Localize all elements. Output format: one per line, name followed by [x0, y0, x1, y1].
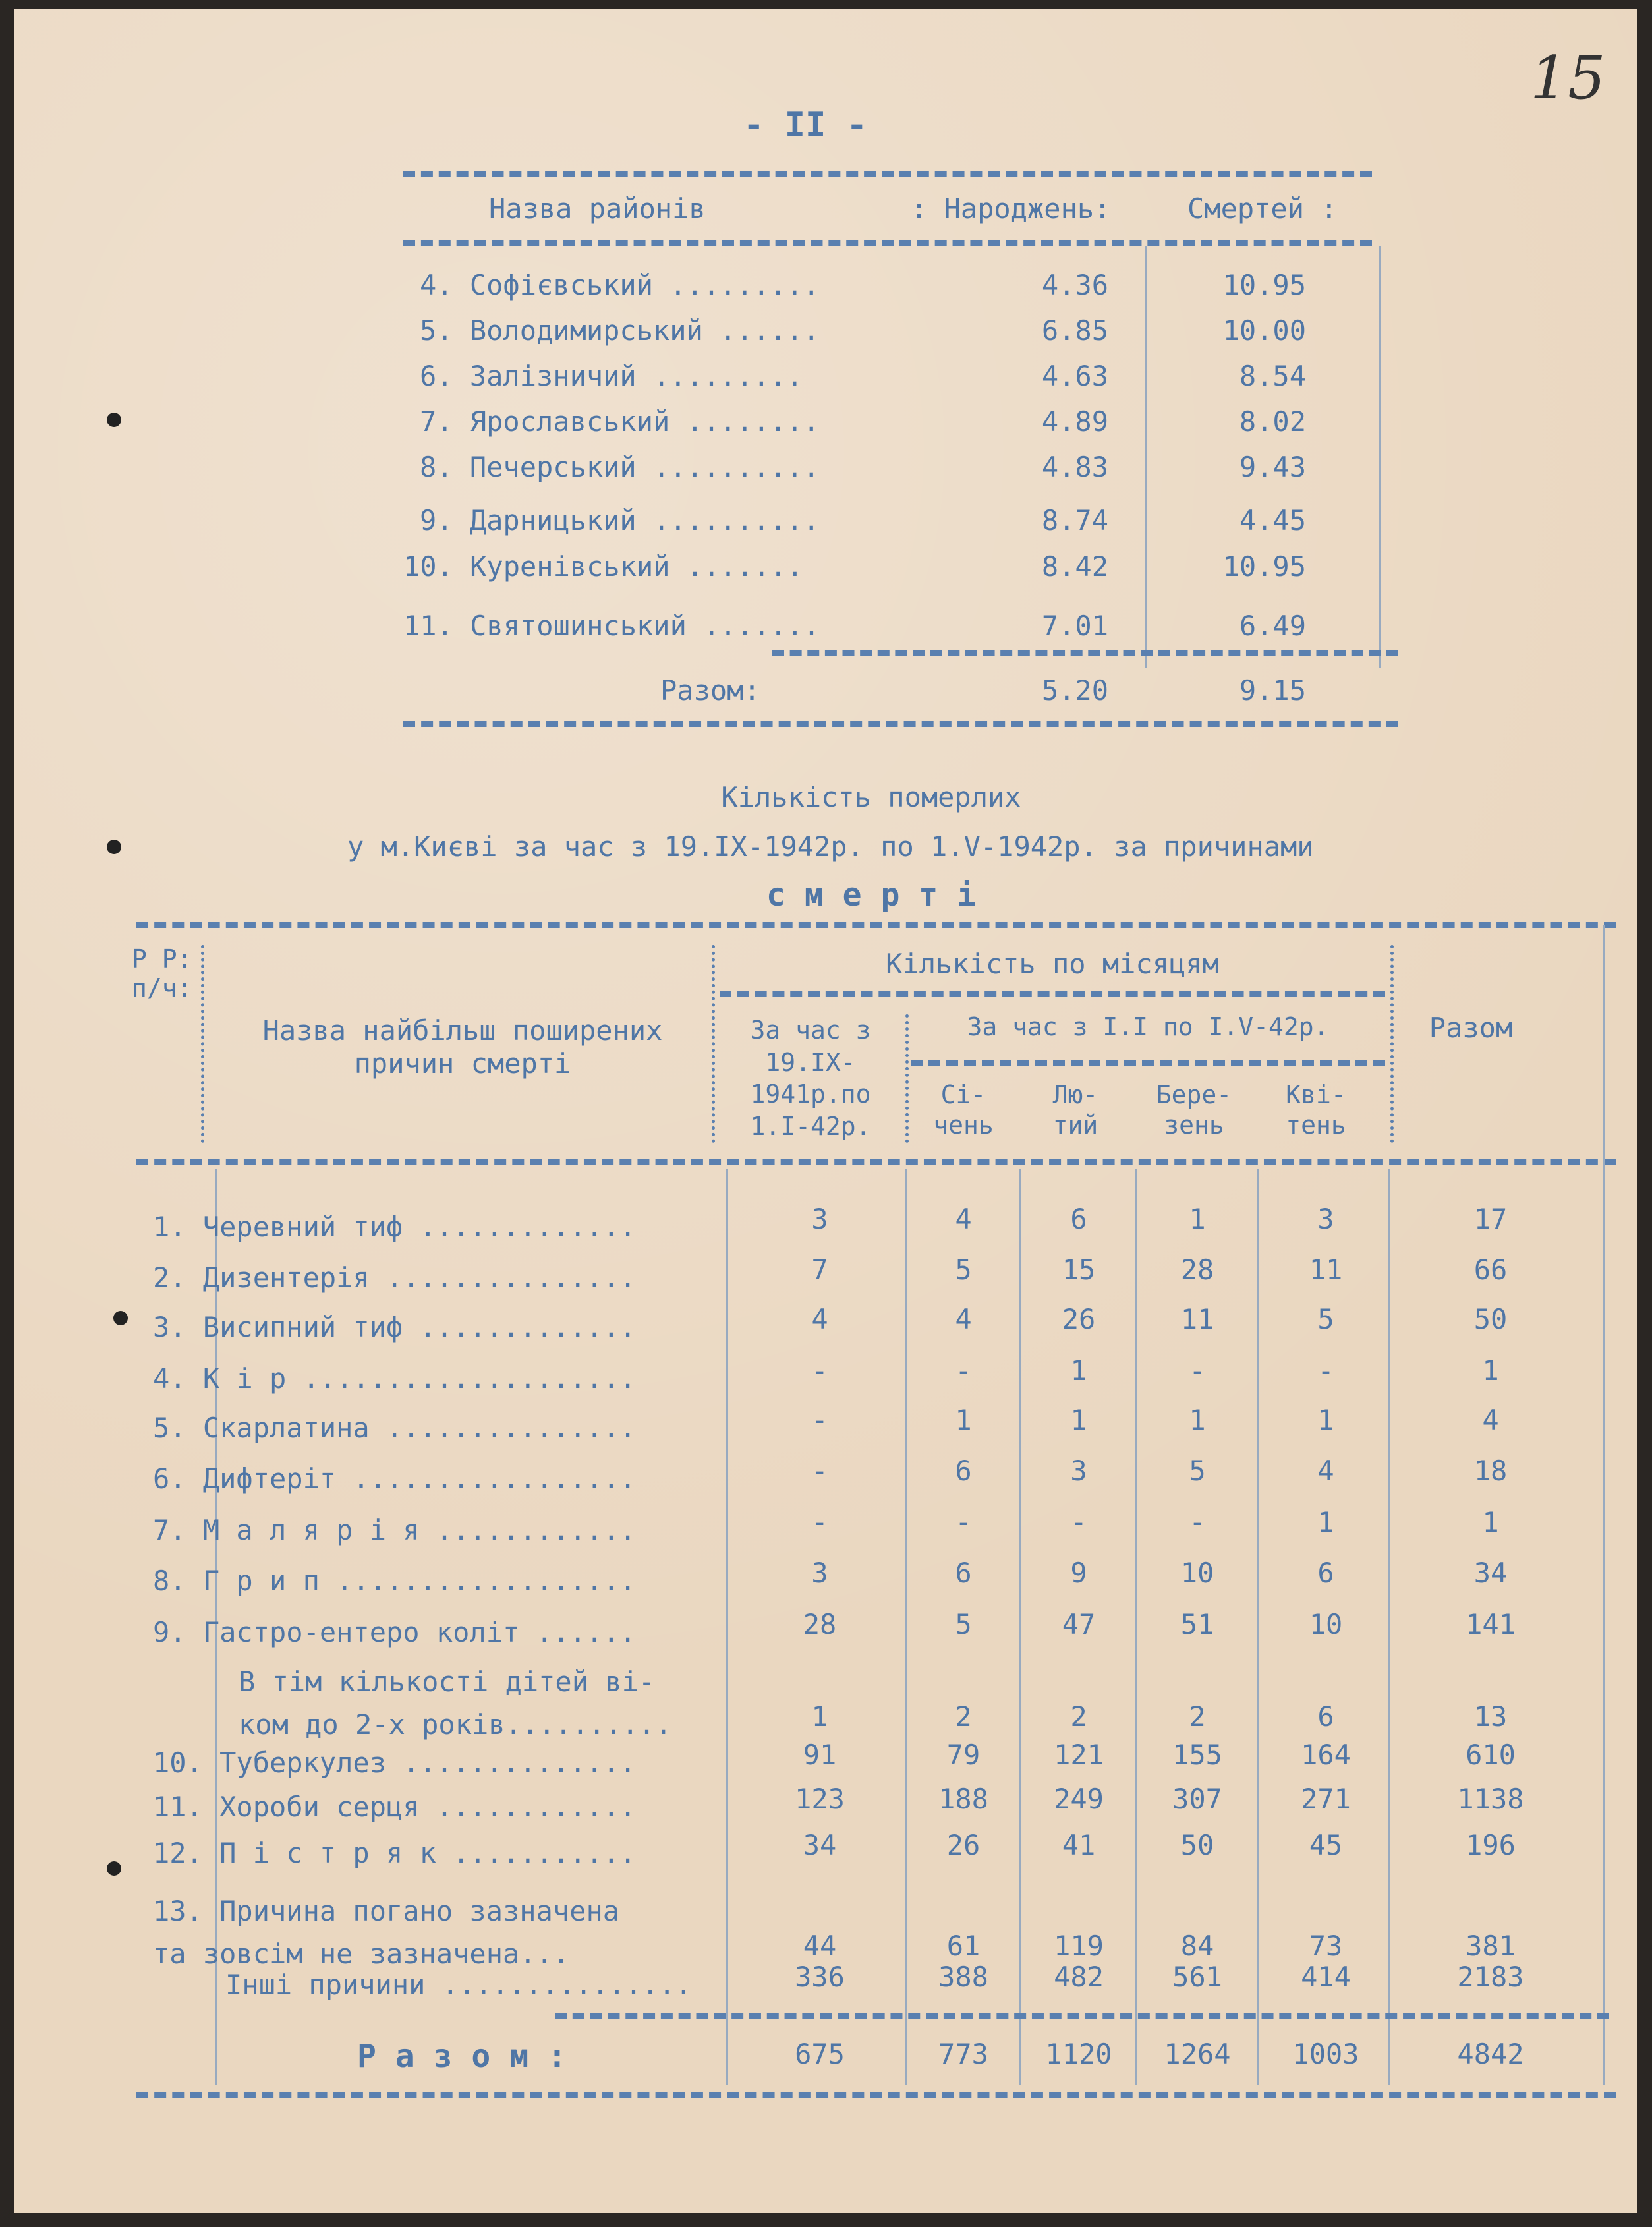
table2-value-cell: 28 — [1180, 1254, 1214, 1286]
table2-header-months-rule — [720, 991, 1385, 997]
table2-value-cell: 482 — [1054, 1961, 1104, 1993]
table2-value-cell: 6 — [1070, 1203, 1087, 1235]
table1-deaths-value: 6.49 — [1239, 610, 1306, 642]
table2-value-cell: 2183 — [1457, 1961, 1524, 1993]
table2-cause-name: 10. Туберкулез .............. — [153, 1747, 637, 1779]
table2-value-cell: - — [955, 1506, 972, 1538]
table2-value-cell: 50 — [1180, 1829, 1214, 1861]
page-number: - II - — [743, 105, 867, 145]
table2-value-cell: 1 — [1189, 1203, 1206, 1235]
table2-value-cell: 610 — [1466, 1739, 1516, 1771]
document-page — [14, 9, 1637, 2213]
table2-value-cell: 119 — [1054, 1930, 1104, 1962]
table2-value-cell: - — [955, 1354, 972, 1387]
table2-value-cell: 1 — [1070, 1354, 1087, 1387]
table2-value-cell: 6 — [955, 1455, 972, 1487]
table2-cause-name: 7. М а л я р і я ............ — [153, 1514, 637, 1546]
table2-title-line1: Кількість померлих — [721, 781, 1021, 813]
table2-cause-name: 4. К і р .................... — [153, 1362, 637, 1395]
table2-value-cell: 2 — [955, 1700, 972, 1733]
table1-header-district: Назва районів — [489, 192, 706, 225]
table2-bottom-rule — [136, 2092, 1616, 2098]
table2-value-cell: 1 — [1482, 1354, 1499, 1387]
table2-value-cell: 5 — [1189, 1455, 1206, 1487]
table1-district-name: 10. Куренівський ....... — [403, 550, 803, 583]
table2-value-cell: 11 — [1309, 1254, 1343, 1286]
table1-district-name: 11. Святошинський ....... — [403, 610, 820, 642]
table2-value-cell: 1 — [1482, 1506, 1499, 1538]
table2-header-april: Кві- тень — [1286, 1080, 1346, 1140]
table2-col-divider — [1257, 1169, 1259, 2085]
table2-value-cell: 414 — [1301, 1961, 1351, 1993]
table1-col-divider — [1145, 246, 1147, 668]
table2-value-cell: - — [811, 1506, 828, 1538]
table2-title-line2: у м.Києві за час з 19.IX-1942р. по 1.V-1942р. за причинами — [347, 830, 1314, 863]
table2-value-cell: 4 — [1482, 1404, 1499, 1436]
table2-total-value: 4842 — [1457, 2038, 1524, 2070]
table2-value-cell: 4 — [955, 1303, 972, 1335]
table2-header-total: Разом — [1429, 1012, 1513, 1044]
table2-value-cell: 50 — [1473, 1303, 1508, 1335]
table1-district-name: 5. Володимирський ...... — [420, 314, 820, 347]
table2-value-cell: 26 — [946, 1829, 981, 1861]
table2-total-label: Р а з о м : — [357, 2038, 567, 2075]
punch-hole — [113, 1311, 128, 1325]
table2-cause-name: 2. Дизентерія ............... — [153, 1261, 637, 1294]
table2-value-cell: 1138 — [1457, 1783, 1524, 1815]
table1-deaths-value: 10.95 — [1222, 550, 1306, 583]
table2-value-cell: 51 — [1180, 1608, 1214, 1640]
table1-district-name: 4. Софієвський ......... — [420, 269, 820, 301]
table2-value-cell: 18 — [1473, 1455, 1508, 1487]
table2-cause-name: 6. Дифтеріт ................. — [153, 1462, 637, 1495]
table2-value-cell: 1 — [1189, 1404, 1206, 1436]
table2-value-cell: 17 — [1473, 1203, 1508, 1235]
table2-cause-name: В тім кількості дітей ві- ком до 2-х років.......... — [239, 1665, 672, 1741]
punch-hole — [107, 413, 121, 427]
table2-header-months: Кількість по місяцям — [886, 948, 1219, 980]
table1-deaths-value: 9.43 — [1239, 451, 1306, 483]
table2-value-cell: 91 — [803, 1739, 837, 1771]
table2-col-divider — [1603, 925, 1605, 2085]
table2-header-february: Лю- тий — [1052, 1080, 1098, 1140]
table2-value-cell: - — [811, 1404, 828, 1436]
table2-total-value: 1264 — [1164, 2038, 1231, 2070]
table2-value-cell: 1 — [1317, 1506, 1334, 1538]
table2-value-cell: 15 — [1062, 1254, 1096, 1286]
table2-value-cell: 336 — [795, 1961, 845, 1993]
table2-cause-name: Інші причини ............... — [225, 1969, 693, 2001]
table1-deaths-value: 8.54 — [1239, 360, 1306, 392]
table2-header-divider — [905, 1014, 909, 1143]
table2-cause-name: 12. П і с т р я к ........... — [153, 1837, 637, 1869]
table1-births-value: 7.01 — [1041, 610, 1108, 642]
table2-col-divider — [1388, 1169, 1390, 2085]
table2-value-cell: 164 — [1301, 1739, 1351, 1771]
table2-value-cell: 1 — [1317, 1404, 1334, 1436]
table2-header-divider — [712, 945, 715, 1143]
table1-total-rule — [772, 650, 1398, 656]
table2-value-cell: 47 — [1062, 1608, 1096, 1640]
table1-births-value: 8.42 — [1041, 550, 1108, 583]
table2-cause-name: 11. Хороби серця ............ — [153, 1791, 637, 1823]
table2-value-cell: 141 — [1466, 1608, 1516, 1640]
table2-value-cell: 188 — [938, 1783, 988, 1815]
table2-value-cell: 4 — [811, 1303, 828, 1335]
table2-value-cell: 79 — [946, 1739, 981, 1771]
table2-value-cell: 11 — [1180, 1303, 1214, 1335]
table1-top-rule — [403, 171, 1372, 177]
table2-value-cell: 44 — [803, 1930, 837, 1962]
table1-district-name: 6. Залізничий ......... — [420, 360, 803, 392]
table2-header-cause: Назва найбільш поширених причин смерті — [262, 1014, 663, 1080]
table2-value-cell: - — [811, 1354, 828, 1387]
punch-hole — [107, 840, 121, 854]
table2-top-rule — [136, 922, 1616, 928]
table2-value-cell: 10 — [1180, 1557, 1214, 1589]
table2-value-cell: 307 — [1172, 1783, 1222, 1815]
corner-note: 15 — [1530, 43, 1606, 113]
table2-header-rule — [136, 1159, 1616, 1165]
table1-births-value: 4.63 — [1041, 360, 1108, 392]
table2-value-cell: 3 — [811, 1557, 828, 1589]
table2-value-cell: 34 — [1473, 1557, 1508, 1589]
table2-value-cell: 45 — [1309, 1829, 1343, 1861]
table2-value-cell: 28 — [803, 1608, 837, 1640]
table2-total-value: 1003 — [1292, 2038, 1359, 2070]
table2-value-cell: 561 — [1172, 1961, 1222, 1993]
table2-total-value: 675 — [795, 2038, 845, 2070]
table2-header-number: Р Р: п/ч: — [132, 944, 192, 1002]
table2-header-divider — [201, 945, 204, 1143]
table1-total-deaths: 9.15 — [1239, 674, 1306, 707]
table2-total-rule — [555, 2013, 1609, 2019]
table2-cause-name: 1. Черевний тиф ............. — [153, 1211, 637, 1243]
table1-deaths-value: 10.00 — [1222, 314, 1306, 347]
table1-births-value: 6.85 — [1041, 314, 1108, 347]
table2-value-cell: 3 — [1070, 1455, 1087, 1487]
table2-value-cell: 121 — [1054, 1739, 1104, 1771]
table2-value-cell: 84 — [1180, 1930, 1214, 1962]
table2-value-cell: 1 — [1070, 1404, 1087, 1436]
table2-header-divider — [1390, 945, 1394, 1143]
table2-value-cell: 155 — [1172, 1739, 1222, 1771]
table2-value-cell: 381 — [1466, 1930, 1516, 1962]
table2-header-period2: За час з I.I по I.V-42р. — [967, 1012, 1329, 1041]
table1-births-value: 4.89 — [1041, 405, 1108, 438]
table2-cause-name: 13. Причина погано зазначена та зовсім не зазначена... — [153, 1895, 620, 1971]
table1-births-value: 4.83 — [1041, 451, 1108, 483]
table2-title-line3: с м е р т і — [766, 877, 976, 913]
table2-value-cell: - — [1189, 1354, 1206, 1387]
table2-value-cell: 7 — [811, 1254, 828, 1286]
table2-value-cell: 123 — [795, 1783, 845, 1815]
table2-col-divider — [726, 1169, 728, 2085]
table2-value-cell: 4 — [955, 1203, 972, 1235]
table2-value-cell: 41 — [1062, 1829, 1096, 1861]
table2-value-cell: 2 — [1189, 1700, 1206, 1733]
table1-births-value: 8.74 — [1041, 504, 1108, 536]
table2-value-cell: 3 — [1317, 1203, 1334, 1235]
table1-district-name: 8. Печерський .......... — [420, 451, 820, 483]
table2-value-cell: 9 — [1070, 1557, 1087, 1589]
table2-header-march: Бере- зень — [1156, 1080, 1232, 1140]
table2-value-cell: 6 — [955, 1557, 972, 1589]
table2-value-cell: 249 — [1054, 1783, 1104, 1815]
table2-value-cell: 5 — [955, 1608, 972, 1640]
table2-cause-name: 9. Гастро-ентеро коліт ...... — [153, 1616, 637, 1648]
table2-value-cell: 34 — [803, 1829, 837, 1861]
table2-value-cell: 61 — [946, 1930, 981, 1962]
table2-value-cell: 10 — [1309, 1608, 1343, 1640]
table1-bottom-rule — [403, 721, 1398, 727]
table1-deaths-value: 4.45 — [1239, 504, 1306, 536]
table2-value-cell: - — [811, 1455, 828, 1487]
table2-value-cell: 3 — [811, 1203, 828, 1235]
table2-total-value: 1120 — [1045, 2038, 1112, 2070]
table1-col-divider — [1379, 246, 1381, 668]
table2-value-cell: - — [1070, 1506, 1087, 1538]
table2-header-january: Сі- чень — [933, 1080, 994, 1140]
table1-district-name: 7. Ярославський ........ — [420, 405, 820, 438]
table1-header-deaths: Смертей : — [1187, 192, 1338, 225]
table2-value-cell: 73 — [1309, 1930, 1343, 1962]
table2-value-cell: 13 — [1473, 1700, 1508, 1733]
table2-cause-name: 3. Висипний тиф ............. — [153, 1311, 637, 1343]
table2-value-cell: 196 — [1466, 1829, 1516, 1861]
table2-value-cell: 388 — [938, 1961, 988, 1993]
table2-value-cell: 6 — [1317, 1700, 1334, 1733]
table2-cause-name: 8. Г р и п .................. — [153, 1565, 637, 1597]
table1-total-label: Разом: — [660, 674, 760, 707]
table2-cause-name: 5. Скарлатина ............... — [153, 1412, 637, 1444]
table2-value-cell: 5 — [1317, 1303, 1334, 1335]
punch-hole — [107, 1861, 121, 1876]
table1-deaths-value: 10.95 — [1222, 269, 1306, 301]
table2-value-cell: 4 — [1317, 1455, 1334, 1487]
table2-value-cell: - — [1317, 1354, 1334, 1387]
table2-header-period2-rule — [911, 1060, 1385, 1066]
table2-value-cell: 1 — [811, 1700, 828, 1733]
table2-value-cell: 26 — [1062, 1303, 1096, 1335]
table1-total-births: 5.20 — [1041, 674, 1108, 707]
table2-value-cell: 6 — [1317, 1557, 1334, 1589]
table1-births-value: 4.36 — [1041, 269, 1108, 301]
table1-deaths-value: 8.02 — [1239, 405, 1306, 438]
table2-value-cell: 5 — [955, 1254, 972, 1286]
table2-value-cell: 2 — [1070, 1700, 1087, 1733]
table2-value-cell: 1 — [955, 1404, 972, 1436]
table2-total-value: 773 — [938, 2038, 988, 2070]
table1-header-births: : Народжень: — [911, 192, 1111, 225]
table2-value-cell: 271 — [1301, 1783, 1351, 1815]
table2-value-cell: 66 — [1473, 1254, 1508, 1286]
table1-header-rule — [403, 240, 1372, 246]
table2-value-cell: - — [1189, 1506, 1206, 1538]
table2-header-period1: За час з 19.IX- 1941р.по 1.I-42р. — [750, 1016, 871, 1141]
table1-district-name: 9. Дарницький .......... — [420, 504, 820, 536]
